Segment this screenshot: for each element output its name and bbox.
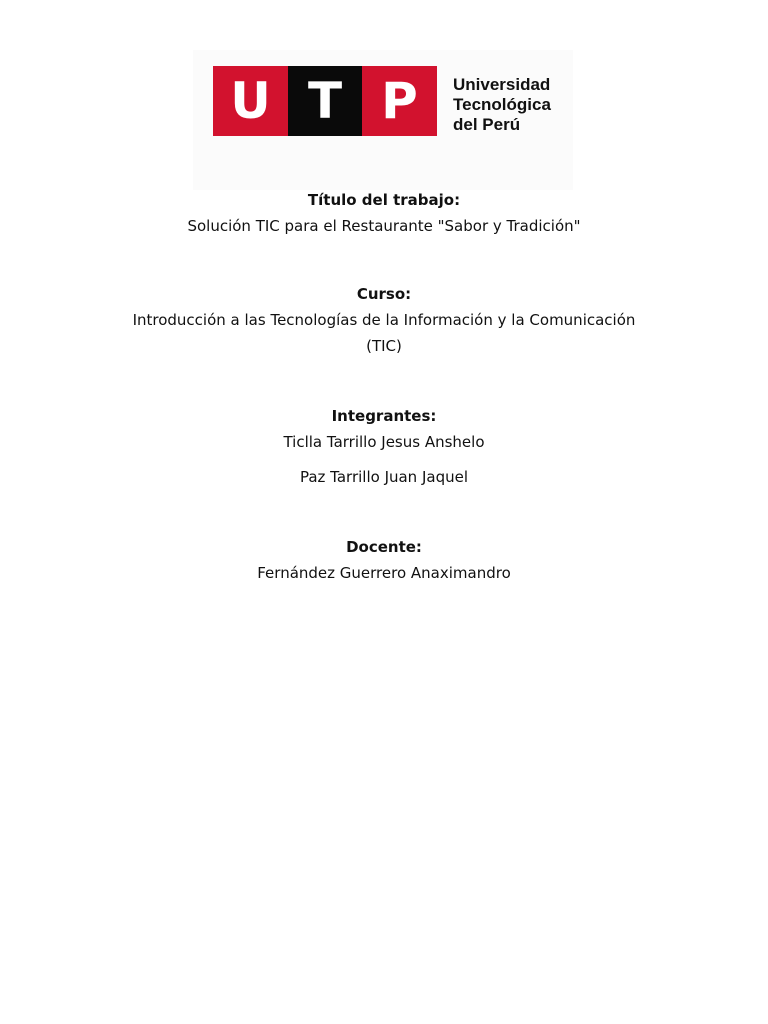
title-section xyxy=(0,191,768,209)
logo-name-line-1: Universidad xyxy=(453,75,551,94)
course-section xyxy=(0,285,768,303)
teacher-value: Fernández Guerrero Anaximandro xyxy=(257,564,511,582)
title-label: Título del trabajo: xyxy=(307,191,461,209)
member-item-1-block xyxy=(0,433,768,451)
logo-name-line-2: Tecnológica xyxy=(453,95,551,114)
course-value-line-1: Introducción a las Tecnologías de la Información y la Comunicación xyxy=(132,311,636,329)
logo-letter-p: P xyxy=(362,66,437,136)
members-label: Integrantes: xyxy=(331,407,437,425)
logo-name-line-3: del Perú xyxy=(453,115,521,134)
title-value-block xyxy=(0,217,768,235)
teacher-value-block xyxy=(0,564,768,582)
logo-letter-t: T xyxy=(288,66,362,136)
logo-university-name xyxy=(453,75,551,135)
logo-letter-u: U xyxy=(213,66,288,136)
title-value: Solución TIC para el Restaurante "Sabor y Tradición" xyxy=(187,217,581,235)
course-value-block xyxy=(0,311,768,329)
university-logo xyxy=(193,50,573,190)
teacher-section xyxy=(0,538,768,556)
course-label: Curso: xyxy=(356,285,412,303)
logo-letter-bar xyxy=(213,66,437,136)
teacher-label: Docente: xyxy=(346,538,422,556)
member-item-2-block xyxy=(0,468,768,486)
course-value-line-2: (TIC) xyxy=(366,337,402,355)
course-value-block-2 xyxy=(0,337,768,355)
member-item: Ticlla Tarrillo Jesus Anshelo xyxy=(283,433,485,451)
members-section xyxy=(0,407,768,425)
member-item: Paz Tarrillo Juan Jaquel xyxy=(299,468,469,486)
